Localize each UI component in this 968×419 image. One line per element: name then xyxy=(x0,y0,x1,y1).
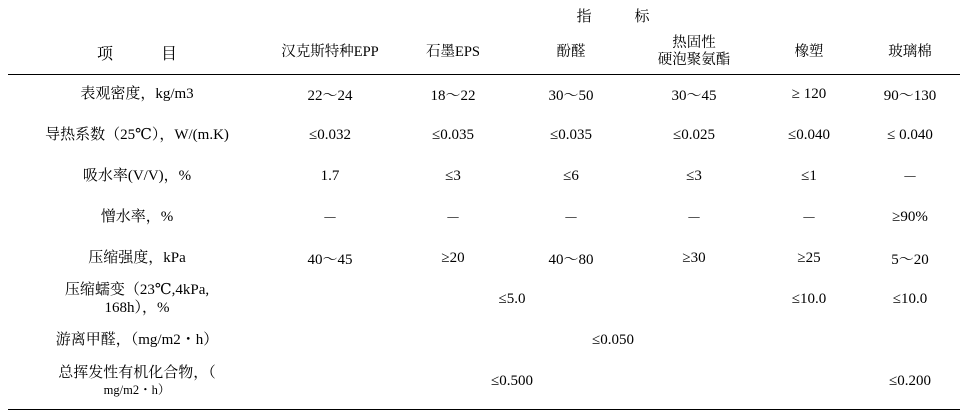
cell-thermal-conductivity-glass-wool: ≤ 0.040 xyxy=(887,127,933,143)
cell-apparent-density-pu: 30～45 xyxy=(671,88,717,104)
super-header-spacer xyxy=(8,0,266,30)
cell-thermal-conductivity-pu: ≤0.025 xyxy=(673,127,715,143)
row-label-tvoc-line1: 总挥发性有机化合物，（ xyxy=(58,365,216,382)
table-row xyxy=(8,115,960,156)
column-header-rubber-plastic: 橡塑 xyxy=(794,43,824,60)
cell-hydrophobicity-pu: － xyxy=(686,211,702,227)
row-label-water-absorption: 吸水率(V/V)，% xyxy=(82,167,192,184)
cell-hydrophobicity-graphite-eps: － xyxy=(445,211,461,227)
cell-free-formaldehyde-merged: ≤0.050 xyxy=(592,332,635,348)
table-row xyxy=(8,279,960,320)
cell-hydrophobicity-glass-wool: ≥90% xyxy=(892,209,928,225)
row-label-free-formaldehyde: 游离甲醛，（mg/m2・h） xyxy=(55,331,219,348)
table-row xyxy=(8,156,960,197)
column-header-thermoset-pu-line2: 硬泡聚氨酯 xyxy=(657,52,731,68)
cell-hydrophobicity-rubber: － xyxy=(801,211,817,227)
cell-hydrophobicity-phenolic: － xyxy=(563,211,579,227)
row-label-thermal-conductivity: 导热系数（25℃），W/(m.K) xyxy=(45,126,229,143)
table-row xyxy=(8,74,960,115)
cell-tvoc-rubber-empty xyxy=(758,361,860,402)
cell-tvoc-glass-wool: ≤0.200 xyxy=(889,373,932,389)
table-row xyxy=(8,320,960,361)
cell-water-absorption-graphite-eps: ≤3 xyxy=(445,168,461,184)
cell-apparent-density-glass-wool: 90～130 xyxy=(883,88,937,104)
cell-compressive-creep-rubber: ≤10.0 xyxy=(791,291,827,307)
cell-water-absorption-pu: ≤3 xyxy=(686,168,702,184)
cell-water-absorption-phenolic: ≤6 xyxy=(563,168,579,184)
row-label-hydrophobicity: 憎水率，% xyxy=(100,208,174,225)
cell-compressive-strength-pu: ≥30 xyxy=(682,250,706,266)
cell-hydrophobicity-epp: － xyxy=(322,211,338,227)
cell-tvoc-merged: ≤0.500 xyxy=(491,373,533,389)
super-header-cell xyxy=(266,0,960,30)
cell-thermal-conductivity-graphite-eps: ≤0.035 xyxy=(432,127,474,143)
cell-water-absorption-glass-wool: － xyxy=(902,170,918,186)
column-header-phenolic: 酚醛 xyxy=(556,43,586,60)
table-row xyxy=(8,361,960,402)
column-header-thermoset-pu xyxy=(630,30,758,74)
cell-compressive-creep-merged: ≤5.0 xyxy=(498,291,526,307)
cell-water-absorption-epp: 1.7 xyxy=(320,168,340,184)
row-label-compressive-strength: 压缩强度，kPa xyxy=(88,249,186,266)
cell-compressive-strength-rubber: ≥25 xyxy=(797,250,821,266)
column-header-epp: 汉克斯特种EPP xyxy=(281,43,379,60)
row-label-tvoc xyxy=(8,361,266,402)
cell-apparent-density-epp: 22～24 xyxy=(307,88,353,104)
column-header-graphite-eps: 石墨EPS xyxy=(426,43,480,60)
row-label-compressive-creep xyxy=(8,279,266,320)
row-label-compressive-creep-line1: 压缩蠕变（23℃,4kPa, xyxy=(64,281,210,298)
table-divider-bottom xyxy=(8,409,960,410)
row-label-apparent-density: 表观密度，kg/m3 xyxy=(80,85,194,102)
column-header-thermoset-pu-line1: 热固性 xyxy=(672,34,716,51)
cell-thermal-conductivity-epp: ≤0.032 xyxy=(309,127,351,143)
column-header-item: 项 目 xyxy=(96,45,177,63)
cell-water-absorption-rubber: ≤1 xyxy=(801,168,817,184)
row-label-tvoc-line2: mg/m2・h） xyxy=(103,382,171,397)
table-super-header-row xyxy=(8,0,960,30)
column-header-glass-wool: 玻璃棉 xyxy=(888,43,932,60)
cell-apparent-density-phenolic: 30～50 xyxy=(548,88,594,104)
super-header-label: 指 标 xyxy=(576,8,664,25)
table-row xyxy=(8,197,960,238)
cell-compressive-strength-phenolic: 40～80 xyxy=(548,252,594,268)
table-header-row xyxy=(8,30,960,74)
cell-compressive-strength-glass-wool: 5～20 xyxy=(891,252,929,268)
cell-thermal-conductivity-phenolic: ≤0.035 xyxy=(550,127,592,143)
cell-compressive-strength-graphite-eps: ≥20 xyxy=(441,250,465,266)
cell-apparent-density-graphite-eps: 18～22 xyxy=(430,88,476,104)
specification-table xyxy=(8,0,960,402)
row-label-compressive-creep-line2: 168h），% xyxy=(104,299,170,316)
table-row xyxy=(8,238,960,279)
cell-apparent-density-rubber: ≥ 120 xyxy=(791,86,827,102)
cell-thermal-conductivity-rubber: ≤0.040 xyxy=(788,127,830,143)
cell-compressive-creep-glass-wool: ≤10.0 xyxy=(892,291,928,307)
cell-compressive-strength-epp: 40～45 xyxy=(307,252,353,268)
